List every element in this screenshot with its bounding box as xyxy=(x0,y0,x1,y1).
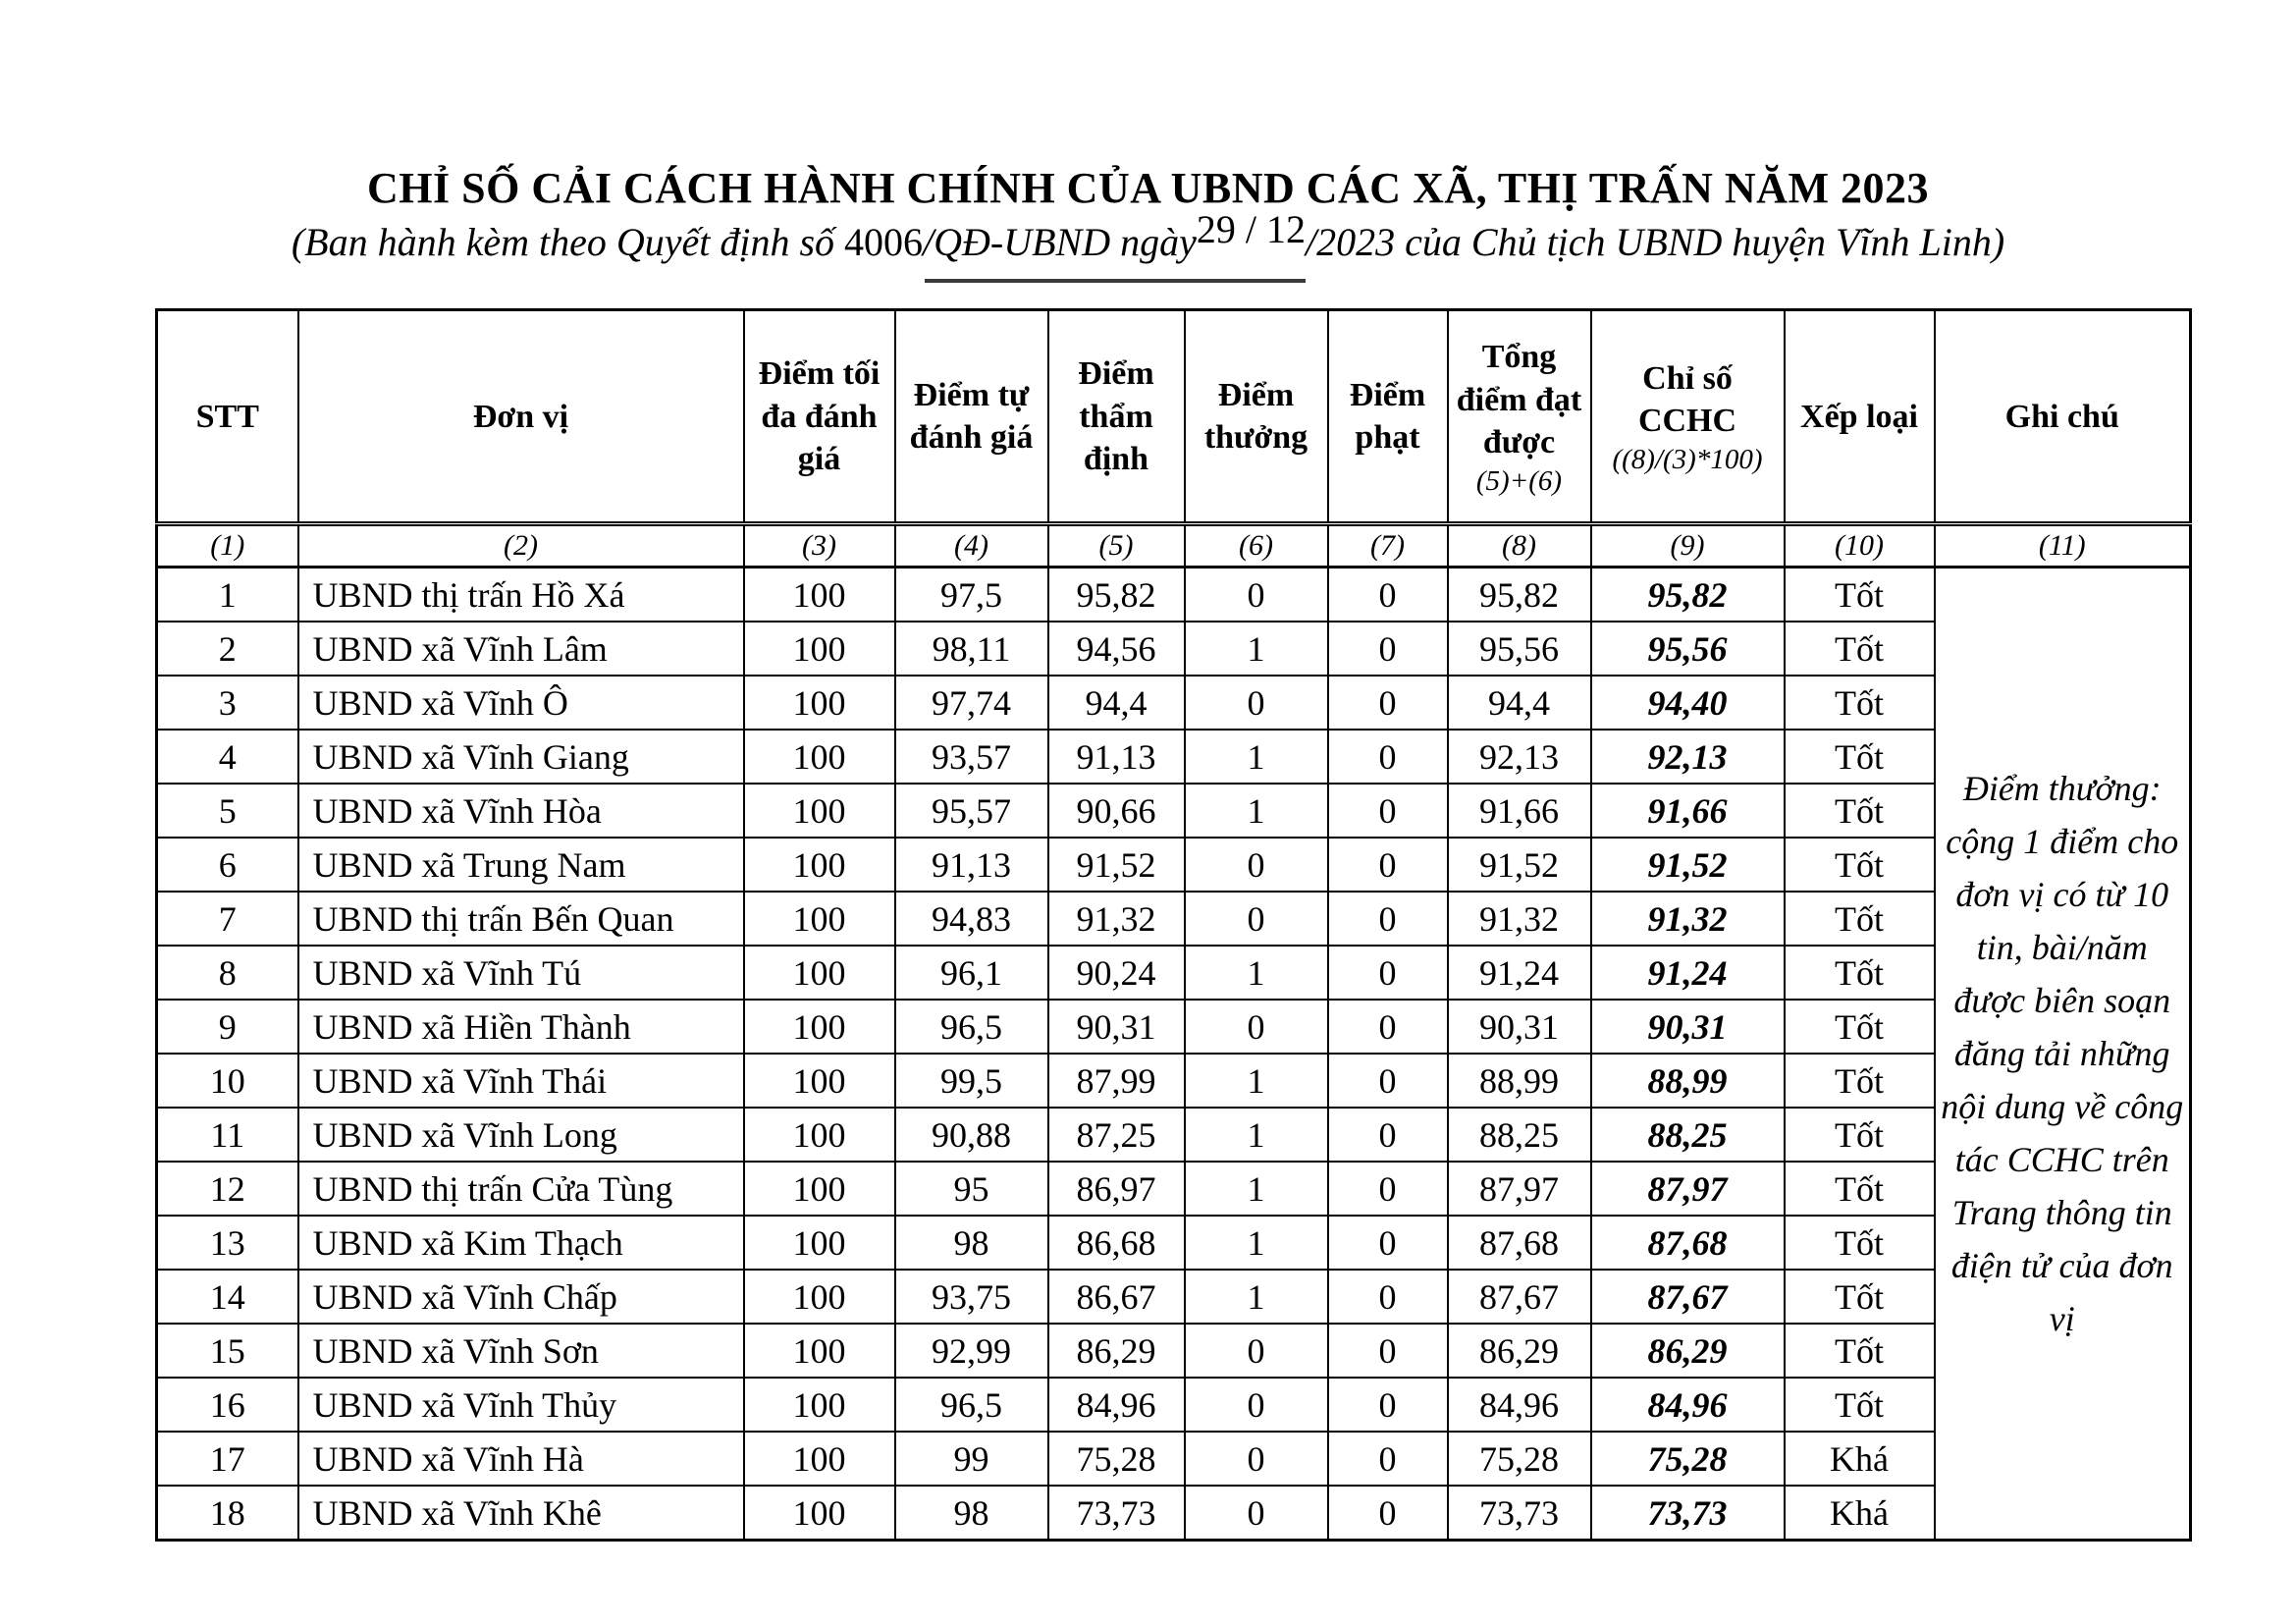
cell-chi-so-cchc: 92,13 xyxy=(1591,730,1785,784)
cell-don-vi: UBND xã Vĩnh Long xyxy=(298,1108,744,1162)
cell-diem-phat: 0 xyxy=(1328,838,1448,892)
cell-xep-loai: Tốt xyxy=(1785,1108,1935,1162)
cell-tong-diem-dat-duoc: 88,99 xyxy=(1448,1054,1591,1108)
cell-diem-toi-da-danh-gia: 100 xyxy=(744,1054,895,1108)
col-header-label: Ghi chú xyxy=(2004,398,2119,435)
column-number: (8) xyxy=(1448,524,1591,568)
cell-stt: 15 xyxy=(157,1324,298,1378)
cell-xep-loai: Tốt xyxy=(1785,1378,1935,1432)
col-header-label: STT xyxy=(195,398,259,435)
col-header-diem-thuong xyxy=(1185,310,1328,524)
table-row xyxy=(157,1270,2191,1324)
cell-diem-toi-da-danh-gia: 100 xyxy=(744,1324,895,1378)
cell-tong-diem-dat-duoc: 92,13 xyxy=(1448,730,1591,784)
cell-diem-toi-da-danh-gia: 100 xyxy=(744,1000,895,1054)
table-row xyxy=(157,730,2191,784)
cell-diem-thuong: 1 xyxy=(1185,1270,1328,1324)
cell-diem-phat: 0 xyxy=(1328,946,1448,1000)
cell-chi-so-cchc: 84,96 xyxy=(1591,1378,1785,1432)
cell-stt: 16 xyxy=(157,1378,298,1432)
column-number: (3) xyxy=(744,524,895,568)
cell-diem-tu-danh-gia: 91,13 xyxy=(895,838,1048,892)
col-header-chi-so-cchc xyxy=(1591,310,1785,524)
table-row xyxy=(157,892,2191,946)
handwritten-date: 29 / 12 xyxy=(1196,207,1307,252)
cell-diem-phat: 0 xyxy=(1328,676,1448,730)
fill-in-underline xyxy=(923,207,1307,265)
cell-diem-thuong: 0 xyxy=(1185,568,1328,623)
cell-don-vi: UBND xã Vĩnh Chấp xyxy=(298,1270,744,1324)
cell-diem-tham-dinh: 87,99 xyxy=(1048,1054,1185,1108)
cell-tong-diem-dat-duoc: 91,24 xyxy=(1448,946,1591,1000)
cell-chi-so-cchc: 91,66 xyxy=(1591,784,1785,838)
cell-chi-so-cchc: 91,24 xyxy=(1591,946,1785,1000)
col-header-label: Chỉ số CCHC xyxy=(1637,359,1737,440)
column-number: (2) xyxy=(298,524,744,568)
cell-chi-so-cchc: 73,73 xyxy=(1591,1486,1785,1541)
cell-diem-tham-dinh: 86,67 xyxy=(1048,1270,1185,1324)
cell-diem-toi-da-danh-gia: 100 xyxy=(744,568,895,623)
cell-don-vi: UBND thị trấn Bến Quan xyxy=(298,892,744,946)
cell-tong-diem-dat-duoc: 90,31 xyxy=(1448,1000,1591,1054)
cell-chi-so-cchc: 86,29 xyxy=(1591,1324,1785,1378)
cell-diem-toi-da-danh-gia: 100 xyxy=(744,1270,895,1324)
cell-diem-phat: 0 xyxy=(1328,622,1448,676)
cell-diem-tham-dinh: 90,31 xyxy=(1048,1000,1185,1054)
cell-diem-thuong: 0 xyxy=(1185,1000,1328,1054)
cell-diem-thuong: 1 xyxy=(1185,1108,1328,1162)
column-number: (6) xyxy=(1185,524,1328,568)
cell-chi-so-cchc: 91,32 xyxy=(1591,892,1785,946)
cell-diem-thuong: 1 xyxy=(1185,946,1328,1000)
cell-diem-tham-dinh: 86,97 xyxy=(1048,1162,1185,1216)
subtitle-prefix: (Ban hành kèm theo Quyết định số xyxy=(291,220,845,265)
cell-diem-tu-danh-gia: 94,83 xyxy=(895,892,1048,946)
cell-diem-toi-da-danh-gia: 100 xyxy=(744,1486,895,1541)
cell-diem-tham-dinh: 94,56 xyxy=(1048,622,1185,676)
cell-don-vi: UBND xã Hiền Thành xyxy=(298,1000,744,1054)
column-number: (4) xyxy=(895,524,1048,568)
cell-diem-phat: 0 xyxy=(1328,1270,1448,1324)
cell-xep-loai: Tốt xyxy=(1785,730,1935,784)
cell-diem-phat: 0 xyxy=(1328,568,1448,623)
col-header-stt xyxy=(157,310,298,524)
cell-stt: 1 xyxy=(157,568,298,623)
page-subtitle xyxy=(0,207,2296,265)
cell-xep-loai: Tốt xyxy=(1785,1000,1935,1054)
col-header-label: Điểm thẩm định xyxy=(1078,355,1154,478)
table-row xyxy=(157,1000,2191,1054)
cell-xep-loai: Tốt xyxy=(1785,838,1935,892)
cell-chi-so-cchc: 75,28 xyxy=(1591,1432,1785,1486)
cell-diem-thuong: 1 xyxy=(1185,1216,1328,1270)
cell-stt: 6 xyxy=(157,838,298,892)
table-row xyxy=(157,784,2191,838)
cell-stt: 7 xyxy=(157,892,298,946)
cell-don-vi: UBND xã Vĩnh Thủy xyxy=(298,1378,744,1432)
cell-diem-thuong: 0 xyxy=(1185,892,1328,946)
cell-xep-loai: Khá xyxy=(1785,1432,1935,1486)
cell-diem-thuong: 1 xyxy=(1185,730,1328,784)
cell-don-vi: UBND xã Vĩnh Khê xyxy=(298,1486,744,1541)
cell-xep-loai: Tốt xyxy=(1785,1054,1935,1108)
cell-diem-toi-da-danh-gia: 100 xyxy=(744,784,895,838)
page-title: CHỈ SỐ CẢI CÁCH HÀNH CHÍNH CỦA UBND CÁC XÃ, THỊ TRẤN NĂM 2023 xyxy=(367,164,1929,212)
table-row xyxy=(157,568,2191,623)
cell-tong-diem-dat-duoc: 86,29 xyxy=(1448,1324,1591,1378)
cell-diem-phat: 0 xyxy=(1328,1108,1448,1162)
cell-stt: 10 xyxy=(157,1054,298,1108)
cell-xep-loai: Tốt xyxy=(1785,568,1935,623)
cell-chi-so-cchc: 90,31 xyxy=(1591,1000,1785,1054)
col-header-xep-loai xyxy=(1785,310,1935,524)
column-number-row xyxy=(157,524,2191,568)
cell-don-vi: UBND xã Vĩnh Hòa xyxy=(298,784,744,838)
cell-stt: 4 xyxy=(157,730,298,784)
cell-diem-thuong: 1 xyxy=(1185,622,1328,676)
cell-stt: 17 xyxy=(157,1432,298,1486)
cell-don-vi: UBND xã Vĩnh Thái xyxy=(298,1054,744,1108)
cell-xep-loai: Khá xyxy=(1785,1486,1935,1541)
table-row xyxy=(157,622,2191,676)
cell-xep-loai: Tốt xyxy=(1785,1324,1935,1378)
table-row xyxy=(157,1486,2191,1541)
cell-stt: 13 xyxy=(157,1216,298,1270)
cell-diem-phat: 0 xyxy=(1328,1000,1448,1054)
note-cell: Điểm thưởng: cộng 1 điểm cho đơn vị có từ 10 tin, bài/năm được biên soạn đăng tải những nội dung về công tác CCHC trên Trang thông tin điện tử của đơn vị xyxy=(1935,568,2191,1541)
cell-diem-tu-danh-gia: 99,5 xyxy=(895,1054,1048,1108)
cell-stt: 9 xyxy=(157,1000,298,1054)
cell-diem-toi-da-danh-gia: 100 xyxy=(744,1378,895,1432)
header-row xyxy=(157,310,2191,524)
cell-diem-tu-danh-gia: 98 xyxy=(895,1216,1048,1270)
cell-don-vi: UBND xã Vĩnh Ô xyxy=(298,676,744,730)
cell-diem-thuong: 0 xyxy=(1185,1432,1328,1486)
table-row xyxy=(157,1162,2191,1216)
col-header-don-vi xyxy=(298,310,744,524)
cell-tong-diem-dat-duoc: 87,97 xyxy=(1448,1162,1591,1216)
table-row xyxy=(157,1216,2191,1270)
col-header-ghi-chu xyxy=(1935,310,2191,524)
cell-don-vi: UBND xã Vĩnh Hà xyxy=(298,1432,744,1486)
table-body xyxy=(157,568,2191,1541)
cell-chi-so-cchc: 95,82 xyxy=(1591,568,1785,623)
cell-diem-thuong: 1 xyxy=(1185,1162,1328,1216)
cell-xep-loai: Tốt xyxy=(1785,1270,1935,1324)
cell-diem-tu-danh-gia: 90,88 xyxy=(895,1108,1048,1162)
cell-diem-phat: 0 xyxy=(1328,1324,1448,1378)
cell-stt: 5 xyxy=(157,784,298,838)
cell-diem-toi-da-danh-gia: 100 xyxy=(744,1108,895,1162)
cell-diem-toi-da-danh-gia: 100 xyxy=(744,838,895,892)
cell-diem-tu-danh-gia: 92,99 xyxy=(895,1324,1048,1378)
cell-diem-phat: 0 xyxy=(1328,730,1448,784)
table-row xyxy=(157,676,2191,730)
cell-diem-tham-dinh: 84,96 xyxy=(1048,1378,1185,1432)
cell-don-vi: UBND xã Vĩnh Tú xyxy=(298,946,744,1000)
cell-diem-tham-dinh: 94,4 xyxy=(1048,676,1185,730)
cell-don-vi: UBND xã Kim Thạch xyxy=(298,1216,744,1270)
col-header-label: Đơn vị xyxy=(472,398,569,435)
cell-xep-loai: Tốt xyxy=(1785,946,1935,1000)
col-header-diem-phat xyxy=(1328,310,1448,524)
cell-diem-tu-danh-gia: 98 xyxy=(895,1486,1048,1541)
col-header-tong-diem xyxy=(1448,310,1591,524)
col-header-formula: (5)+(6) xyxy=(1475,464,1563,497)
col-header-diem-tu-danh-gia xyxy=(895,310,1048,524)
cell-diem-tham-dinh: 87,25 xyxy=(1048,1108,1185,1162)
cell-tong-diem-dat-duoc: 87,67 xyxy=(1448,1270,1591,1324)
cell-diem-tham-dinh: 91,13 xyxy=(1048,730,1185,784)
cell-diem-phat: 0 xyxy=(1328,1054,1448,1108)
cell-tong-diem-dat-duoc: 87,68 xyxy=(1448,1216,1591,1270)
table-row xyxy=(157,946,2191,1000)
cell-diem-tham-dinh: 90,66 xyxy=(1048,784,1185,838)
cell-stt: 11 xyxy=(157,1108,298,1162)
cell-xep-loai: Tốt xyxy=(1785,1162,1935,1216)
cell-diem-tu-danh-gia: 96,1 xyxy=(895,946,1048,1000)
cell-diem-toi-da-danh-gia: 100 xyxy=(744,1216,895,1270)
cell-xep-loai: Tốt xyxy=(1785,1216,1935,1270)
cell-xep-loai: Tốt xyxy=(1785,892,1935,946)
cell-xep-loai: Tốt xyxy=(1785,676,1935,730)
cell-stt: 18 xyxy=(157,1486,298,1541)
cell-chi-so-cchc: 94,40 xyxy=(1591,676,1785,730)
column-number: (11) xyxy=(1935,524,2191,568)
col-header-label: Điểm tối đa đánh giá xyxy=(758,355,881,478)
cell-diem-toi-da-danh-gia: 100 xyxy=(744,1162,895,1216)
cell-diem-toi-da-danh-gia: 100 xyxy=(744,1432,895,1486)
col-header-label: Điểm tự đánh giá xyxy=(909,376,1034,457)
subtitle-suffix: /2023 của Chủ tịch UBND huyện Vĩnh Linh) xyxy=(1306,220,2005,265)
cell-diem-tham-dinh: 86,29 xyxy=(1048,1324,1185,1378)
cell-don-vi: UBND xã Vĩnh Sơn xyxy=(298,1324,744,1378)
cell-chi-so-cchc: 87,67 xyxy=(1591,1270,1785,1324)
cell-diem-tham-dinh: 73,73 xyxy=(1048,1486,1185,1541)
cell-diem-thuong: 0 xyxy=(1185,1324,1328,1378)
cell-tong-diem-dat-duoc: 91,52 xyxy=(1448,838,1591,892)
column-number: (5) xyxy=(1048,524,1185,568)
cell-diem-tham-dinh: 75,28 xyxy=(1048,1432,1185,1486)
cell-diem-tu-danh-gia: 97,74 xyxy=(895,676,1048,730)
cell-diem-toi-da-danh-gia: 100 xyxy=(744,730,895,784)
col-header-label: Điểm phạt xyxy=(1349,376,1426,457)
cell-tong-diem-dat-duoc: 95,82 xyxy=(1448,568,1591,623)
table-row xyxy=(157,838,2191,892)
cell-xep-loai: Tốt xyxy=(1785,784,1935,838)
col-header-diem-tham-dinh xyxy=(1048,310,1185,524)
column-number: (10) xyxy=(1785,524,1935,568)
cell-diem-phat: 0 xyxy=(1328,1486,1448,1541)
cell-diem-tham-dinh: 91,32 xyxy=(1048,892,1185,946)
column-number: (7) xyxy=(1328,524,1448,568)
cell-diem-thuong: 1 xyxy=(1185,784,1328,838)
cell-don-vi: UBND xã Trung Nam xyxy=(298,838,744,892)
cell-tong-diem-dat-duoc: 88,25 xyxy=(1448,1108,1591,1162)
col-header-formula: ((8)/(3)*100) xyxy=(1612,443,1763,475)
col-header-label: Xếp loại xyxy=(1800,398,1918,435)
table-row xyxy=(157,1108,2191,1162)
column-number: (9) xyxy=(1591,524,1785,568)
cell-stt: 2 xyxy=(157,622,298,676)
cell-chi-so-cchc: 88,25 xyxy=(1591,1108,1785,1162)
cell-diem-phat: 0 xyxy=(1328,784,1448,838)
cell-tong-diem-dat-duoc: 94,4 xyxy=(1448,676,1591,730)
cell-diem-phat: 0 xyxy=(1328,1216,1448,1270)
cell-don-vi: UBND xã Vĩnh Giang xyxy=(298,730,744,784)
cell-don-vi: UBND thị trấn Hồ Xá xyxy=(298,568,744,623)
cell-diem-tham-dinh: 86,68 xyxy=(1048,1216,1185,1270)
cell-don-vi: UBND thị trấn Cửa Tùng xyxy=(298,1162,744,1216)
cell-tong-diem-dat-duoc: 91,32 xyxy=(1448,892,1591,946)
cell-tong-diem-dat-duoc: 91,66 xyxy=(1448,784,1591,838)
cell-diem-tu-danh-gia: 93,75 xyxy=(895,1270,1048,1324)
table-row xyxy=(157,1054,2191,1108)
table-row xyxy=(157,1324,2191,1378)
results-table xyxy=(155,308,2192,1542)
cell-diem-tu-danh-gia: 97,5 xyxy=(895,568,1048,623)
cell-chi-so-cchc: 87,68 xyxy=(1591,1216,1785,1270)
cell-tong-diem-dat-duoc: 84,96 xyxy=(1448,1378,1591,1432)
cell-diem-phat: 0 xyxy=(1328,1432,1448,1486)
cell-chi-so-cchc: 95,56 xyxy=(1591,622,1785,676)
cell-diem-toi-da-danh-gia: 100 xyxy=(744,622,895,676)
cell-diem-thuong: 0 xyxy=(1185,1486,1328,1541)
subtitle-middle: /QĐ-UBND ngày xyxy=(923,220,1197,265)
column-number: (1) xyxy=(157,524,298,568)
cell-chi-so-cchc: 91,52 xyxy=(1591,838,1785,892)
table-row xyxy=(157,1378,2191,1432)
cell-stt: 3 xyxy=(157,676,298,730)
decision-number: 4006 xyxy=(844,220,924,265)
cell-diem-tu-danh-gia: 95,57 xyxy=(895,784,1048,838)
cell-diem-tu-danh-gia: 96,5 xyxy=(895,1378,1048,1432)
cell-diem-tu-danh-gia: 98,11 xyxy=(895,622,1048,676)
cell-tong-diem-dat-duoc: 95,56 xyxy=(1448,622,1591,676)
cell-diem-thuong: 1 xyxy=(1185,1054,1328,1108)
cell-stt: 14 xyxy=(157,1270,298,1324)
cell-diem-thuong: 0 xyxy=(1185,1378,1328,1432)
cell-xep-loai: Tốt xyxy=(1785,622,1935,676)
cell-don-vi: UBND xã Vĩnh Lâm xyxy=(298,622,744,676)
cell-diem-tu-danh-gia: 95 xyxy=(895,1162,1048,1216)
cell-diem-tham-dinh: 91,52 xyxy=(1048,838,1185,892)
cell-diem-toi-da-danh-gia: 100 xyxy=(744,676,895,730)
cell-tong-diem-dat-duoc: 73,73 xyxy=(1448,1486,1591,1541)
cell-diem-thuong: 0 xyxy=(1185,676,1328,730)
cell-diem-phat: 0 xyxy=(1328,1378,1448,1432)
cell-stt: 12 xyxy=(157,1162,298,1216)
cell-stt: 8 xyxy=(157,946,298,1000)
cell-diem-tham-dinh: 95,82 xyxy=(1048,568,1185,623)
cell-chi-so-cchc: 88,99 xyxy=(1591,1054,1785,1108)
cell-diem-tu-danh-gia: 99 xyxy=(895,1432,1048,1486)
cell-diem-tu-danh-gia: 96,5 xyxy=(895,1000,1048,1054)
cell-diem-toi-da-danh-gia: 100 xyxy=(744,946,895,1000)
table-row xyxy=(157,1432,2191,1486)
cell-diem-tham-dinh: 90,24 xyxy=(1048,946,1185,1000)
col-header-label: Điểm thưởng xyxy=(1203,376,1308,457)
cell-diem-phat: 0 xyxy=(1328,892,1448,946)
cell-tong-diem-dat-duoc: 75,28 xyxy=(1448,1432,1591,1486)
cell-chi-so-cchc: 87,97 xyxy=(1591,1162,1785,1216)
col-header-diem-toi-da xyxy=(744,310,895,524)
col-header-label: Tổng điểm đạt được xyxy=(1456,339,1582,461)
cell-diem-toi-da-danh-gia: 100 xyxy=(744,892,895,946)
cell-diem-tu-danh-gia: 93,57 xyxy=(895,730,1048,784)
cell-diem-phat: 0 xyxy=(1328,1162,1448,1216)
cell-diem-thuong: 0 xyxy=(1185,838,1328,892)
